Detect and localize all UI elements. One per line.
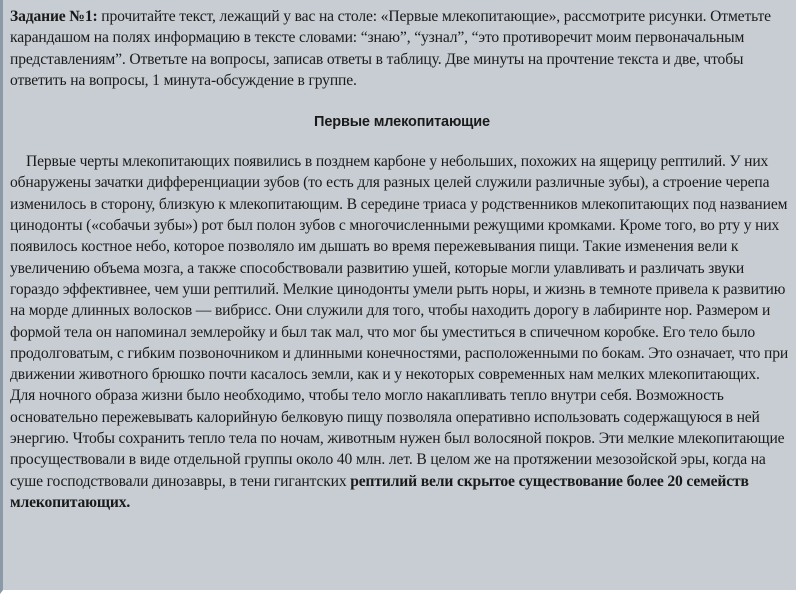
article-paragraph-2-bold: рептилий вели скрытое существование более 20 семейств млекопитающих. [10,472,749,511]
article-paragraph-1: Первые черты млекопитающих появились в позднем карбоне у небольших, похожих на ящерицу рептилий. У них обнаружены зачатки дифференциации зубов (то есть для разных целей служили различные зубы), а строение черепа изменилось в сторону, близкую к млекопитающим. В середине триаса у родственников млекопитающих под названием цинодонты («собачьи зубы») рот был полон зубов с многочисленными режущими кромками. Кроме того, во рту у них появилось костное небо, которое позволяло им дышать во время пережевывания пищи. Такие изменения вели к увеличению объема мозга, а также способствовали развитию ушей, которые могли улавливать и различать звуки гораздо эффективнее, чем уши рептилий. Мелкие цинодонты умели рыть норы, и жизнь в темноте привела к развитию на морде длинных волосков — вибрисс. Они служили для того, чтобы находить дорогу в лабиринте нор. Размером и формой тела он напоминал землеройку и был так мал, что мог бы уместиться в спичечном коробке. Его тело было продолговатым, с гибким позвоночником и длинными конечностями, расположенными по бокам. Это означает, что при движении животного брюшко почти касалось земли, как и у некоторых современных нам мелких млекопитающих. [10,153,789,384]
task-text: прочитайте текст, лежащий у вас на столе: «Первые млекопитающие», рассмотрите рисунки. Отметьте карандашом на полях информацию в тексте словами: “знаю”, “узнал”, “это противоречит моим первоначальным представлениям”. Ответьте на вопросы, записав ответы в таблицу. Две минуты на прочтение текста и две, чтобы ответить на вопросы, 1 минута-обсуждение в группе. [10,8,771,89]
slide-content [10,6,794,513]
article-title: Первые млекопитающие [314,114,490,131]
article-paragraph-2 [10,385,794,513]
task-instructions [10,6,794,91]
task-label: Задание №1: [10,8,98,25]
article-paragraph-2-text: Для ночного образа жизни было необходимо, чтобы тело могло накапливать тепло внутри себя. Возможность основательно пережевывать калорийную белковую пищу позволяла оперативно использовать содержащуюся в ней энергию. Чтобы сохранить тепло тела по ночам, животным нужен был волосяной покров. Эти мелкие млекопитающие просуществовали в виде отдельной группы около 40 млн. лет. В целом же на протяжении мезозойской эры, когда на суше господствовали динозавры, в тени гигантских [10,387,785,490]
